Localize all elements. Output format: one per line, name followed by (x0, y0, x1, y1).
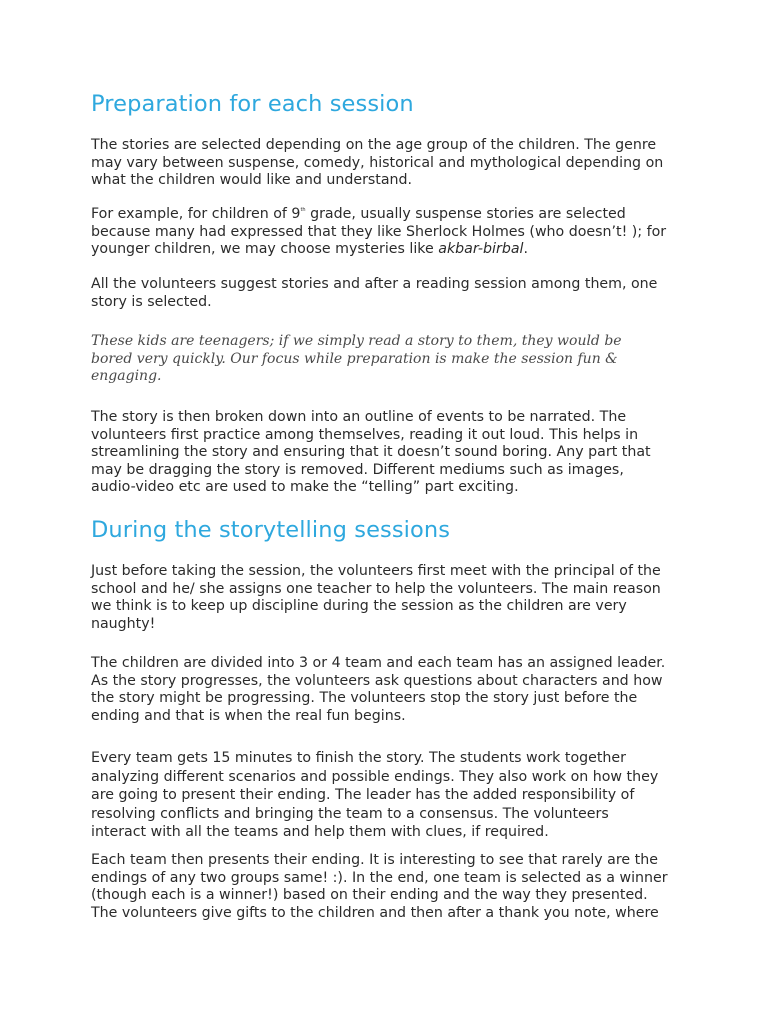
paragraph-volunteers-suggest: All the volunteers suggest stories and after a reading session among them, one story is selected. (91, 276, 658, 310)
paragraph-teams: The children are divided into 3 or 4 team and each team has an assigned leader. As the story progresses, the volunteers ask questions about characters and how the story might be progressing. The volunteers stop the story just before the ending and that is when the real fun begins. (91, 655, 666, 724)
pull-quote: These kids are teenagers; if we simply read a story to them, they would be bored very quickly. Our focus while preparation is make the session fun & engaging. (91, 333, 622, 385)
section-heading-storytelling: During the storytelling sessions (91, 517, 451, 543)
paragraph-outline: The story is then broken down into an outline of events to be narrated. The volunteers first practice among themselves, reading it out loud. This helps in streamlining the story and ensuring that it doesn’t sound boring. Any part that may be dragging the story is removed. Different mediums such as images, audio-video etc are used to make the “telling” part exciting. (91, 409, 651, 496)
paragraph-fifteen-minutes: Every team gets 15 minutes to finish the story. The students work together analyzing different scenarios and possible endings. They also work on how they are going to present their ending. The leader has the added responsibility of resolving conflicts and bringing the team to a consensus. The volunteers interact with all the teams and help them with clues, if required. (91, 750, 659, 841)
section-heading-preparation: Preparation for each session (91, 91, 414, 117)
paragraph-genre: The stories are selected depending on the age group of the children. The genre may vary between suspense, comedy, historical and mythological depending on what the children would like and understand. (91, 137, 664, 189)
paragraph-example: For example, for children of 9th grade, usually suspense stories are selected because many had expressed that they like Sherlock Holmes (who doesn’t! ); for younger children, we may choose mysteries like akbar-birbal. (91, 206, 667, 258)
paragraph-presents-ending: Each team then presents their ending. It is interesting to see that rarely are the endings of any two groups same! :). In the end, one team is selected as a winner (though each is a winner!) based on their ending and the way they presented. The volunteers give gifts to the children and then after a thank you note, where (91, 852, 668, 921)
paragraph-principal: Just before taking the session, the volunteers first meet with the principal of the school and he/ she assigns one teacher to help the volunteers. The main reason we think is to keep up discipline during the session as the children are very naughty! (91, 563, 661, 632)
